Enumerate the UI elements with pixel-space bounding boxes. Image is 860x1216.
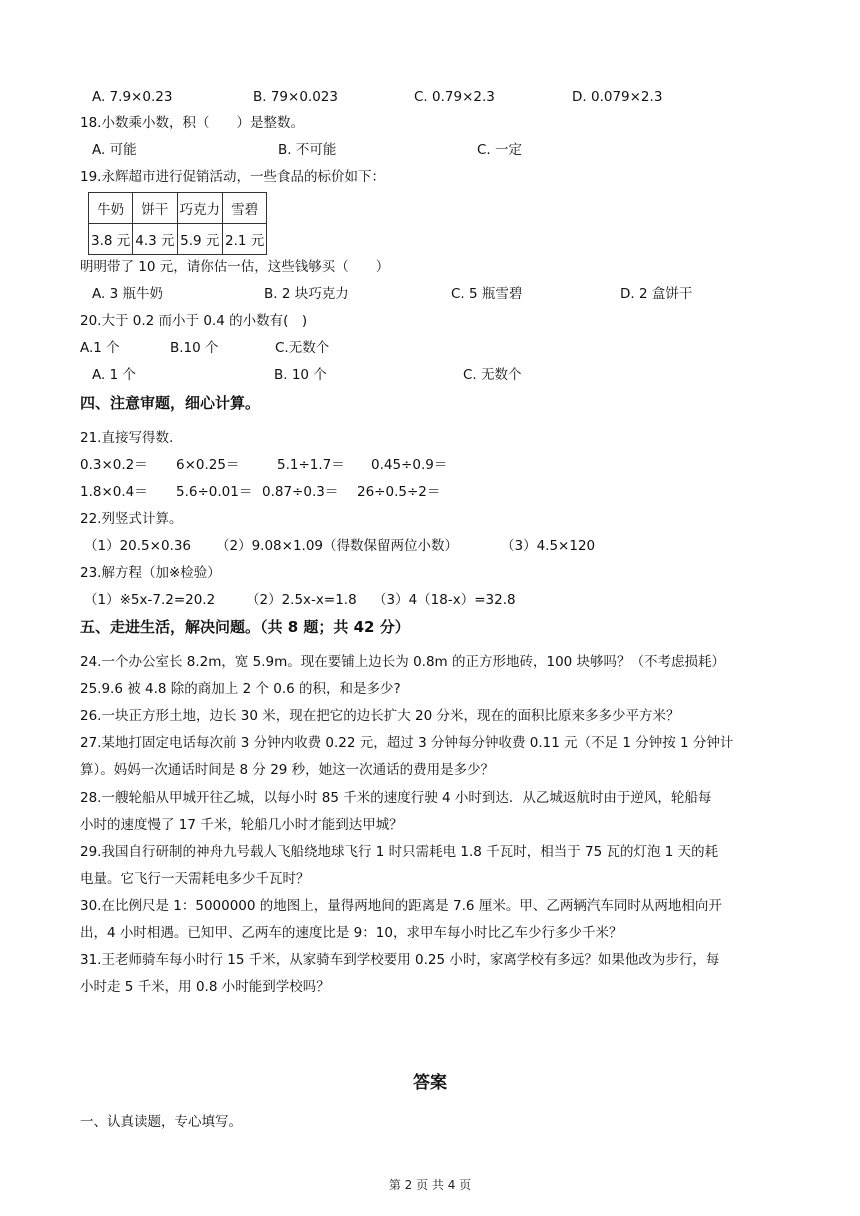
q21-stem: 21.直接写得数. — [80, 430, 174, 446]
table-cell: 巧克力 — [177, 193, 223, 224]
q28-text-line2: 小时的速度慢了 17 千米，轮船几小时才能到达甲城？ — [80, 817, 403, 833]
q21-calc: 5.6÷0.01＝ — [176, 484, 253, 500]
q29-text-line2: 电量。它飞行一天需耗电多少千瓦时？ — [80, 871, 310, 887]
q21-calc: 26÷0.5÷2＝ — [357, 484, 441, 500]
q30-text-line1: 30.在比例尺是 1：5000000 的地图上，量得两地间的距离是 7.6 厘米。甲、乙两辆汽车同时从两地相向开 — [80, 898, 722, 914]
q31-text-line2: 小时走 5 千米，用 0.8 小时能到学校吗？ — [80, 979, 330, 995]
q20-stem: 20.大于 0.2 而小于 0.4 的小数有( ) — [80, 313, 308, 329]
table-cell: 牛奶 — [89, 193, 133, 224]
table-cell: 雪碧 — [223, 193, 267, 224]
q20-option-a: A.1 个 — [80, 340, 120, 356]
q19-question: 明明带了 10 元，请你估一估，这些钱够买（ ） — [80, 259, 390, 275]
q22-item: （3）4.5×120 — [501, 538, 596, 554]
q23-stem: 23.解方程（加※检验） — [80, 565, 221, 581]
q22-stem: 22.列竖式计算。 — [80, 511, 183, 527]
price-table — [88, 192, 267, 255]
page-footer: 第 2 页 共 4 页 — [388, 1178, 472, 1192]
q19-option-b: B. 2 块巧克力 — [264, 286, 349, 302]
q27-text-line1: 27.某地打固定电话每次前 3 分钟内收费 0.22 元，超过 3 分钟每分钟收费 0.11 元（不足 1 分钟按 1 分钟计 — [80, 735, 734, 751]
q29-text-line1: 29.我国自行研制的神舟九号载人飞船绕地球飞行 1 时只需耗电 1.8 千瓦时，相当于 75 瓦的灯泡 1 天的耗 — [80, 844, 719, 860]
q27-text-line2: 算）。妈妈一次通话时间是 8 分 29 秒，她这一次通话的费用是多少？ — [80, 762, 495, 778]
q18-option-b: B. 不可能 — [278, 142, 337, 158]
answer-section-one: 一、认真读题，专心填写。 — [80, 1114, 242, 1130]
table-cell: 饼干 — [133, 193, 177, 224]
q21-calc: 5.1÷1.7＝ — [277, 457, 345, 473]
q21-calc: 0.3×0.2＝ — [80, 457, 148, 473]
q26-text: 26.一块正方形土地，边长 30 米，现在把它的边长扩大 20 分米，现在的面积比原来多多少平方米？ — [80, 708, 680, 724]
answer-heading: 答案 — [413, 1073, 447, 1093]
q18-stem: 18.小数乘小数，积（ ）是整数。 — [80, 115, 304, 131]
q19-option-a: A. 3 瓶牛奶 — [92, 286, 163, 302]
q28-text-line1: 28.一艘轮船从甲城开往乙城，以每小时 85 千米的速度行驶 4 小时到达．从乙城返航时由于逆风，轮船每 — [80, 790, 712, 806]
q23-item: （1）※5x-7.2=20.2 — [84, 592, 216, 608]
q21-calc: 1.8×0.4＝ — [80, 484, 148, 500]
q20-option-c-alt: C. 无数个 — [463, 367, 522, 383]
q23-item: （2）2.5x-x=1.8 — [246, 592, 357, 608]
q22-item: （2）9.08×1.09（得数保留两位小数） — [216, 538, 459, 554]
q22-item: （1）20.5×0.36 — [84, 538, 192, 554]
q19-option-d: D. 2 盒饼干 — [620, 286, 693, 302]
q23-item: （3）4（18-x）=32.8 — [373, 592, 516, 608]
q30-text-line2: 出，4 小时相遇。已知甲、乙两车的速度比是 9：10，求甲车每小时比乙车少行多少千米？ — [80, 925, 623, 941]
q21-calc: 0.87÷0.3＝ — [262, 484, 339, 500]
section-four-heading: 四、注意审题，细心计算。 — [80, 394, 261, 412]
q17-option-b: B. 79×0.023 — [253, 89, 338, 105]
table-cell: 3.8 元 — [89, 224, 133, 255]
q25-text: 25.9.6 被 4.8 除的商加上 2 个 0.6 的积，和是多少? — [80, 681, 401, 697]
q17-option-c: C. 0.79×2.3 — [414, 89, 495, 105]
q24-text: 24.一个办公室长 8.2m，宽 5.9m。现在要铺上边长为 0.8m 的正方形地砖，100 块够吗？（不考虑损耗） — [80, 654, 726, 670]
q17-option-a: A. 7.9×0.23 — [92, 89, 173, 105]
price-table-header-row — [89, 193, 267, 224]
price-table-price-row — [89, 224, 267, 255]
q18-option-a: A. 可能 — [92, 142, 137, 158]
table-cell: 5.9 元 — [177, 224, 223, 255]
q18-option-c: C. 一定 — [477, 142, 523, 158]
q20-option-a-alt: A. 1 个 — [92, 367, 136, 383]
q31-text-line1: 31.王老师骑车每小时行 15 千米，从家骑车到学校要用 0.25 小时，家离学校有多远？如果他改为步行，每 — [80, 952, 720, 968]
q19-stem: 19.永辉超市进行促销活动，一些食品的标价如下： — [80, 169, 385, 185]
q19-option-c: C. 5 瓶雪碧 — [451, 286, 523, 302]
q21-calc: 0.45÷0.9＝ — [371, 457, 448, 473]
q20-option-b: B.10 个 — [170, 340, 219, 356]
q20-option-b-alt: B. 10 个 — [274, 367, 327, 383]
q17-option-d: D. 0.079×2.3 — [572, 89, 663, 105]
section-five-heading: 五、走进生活，解决问题。（共 8 题；共 42 分） — [80, 618, 410, 636]
q20-option-c: C.无数个 — [275, 340, 330, 356]
table-cell: 2.1 元 — [223, 224, 267, 255]
table-cell: 4.3 元 — [133, 224, 177, 255]
q21-calc: 6×0.25＝ — [176, 457, 240, 473]
